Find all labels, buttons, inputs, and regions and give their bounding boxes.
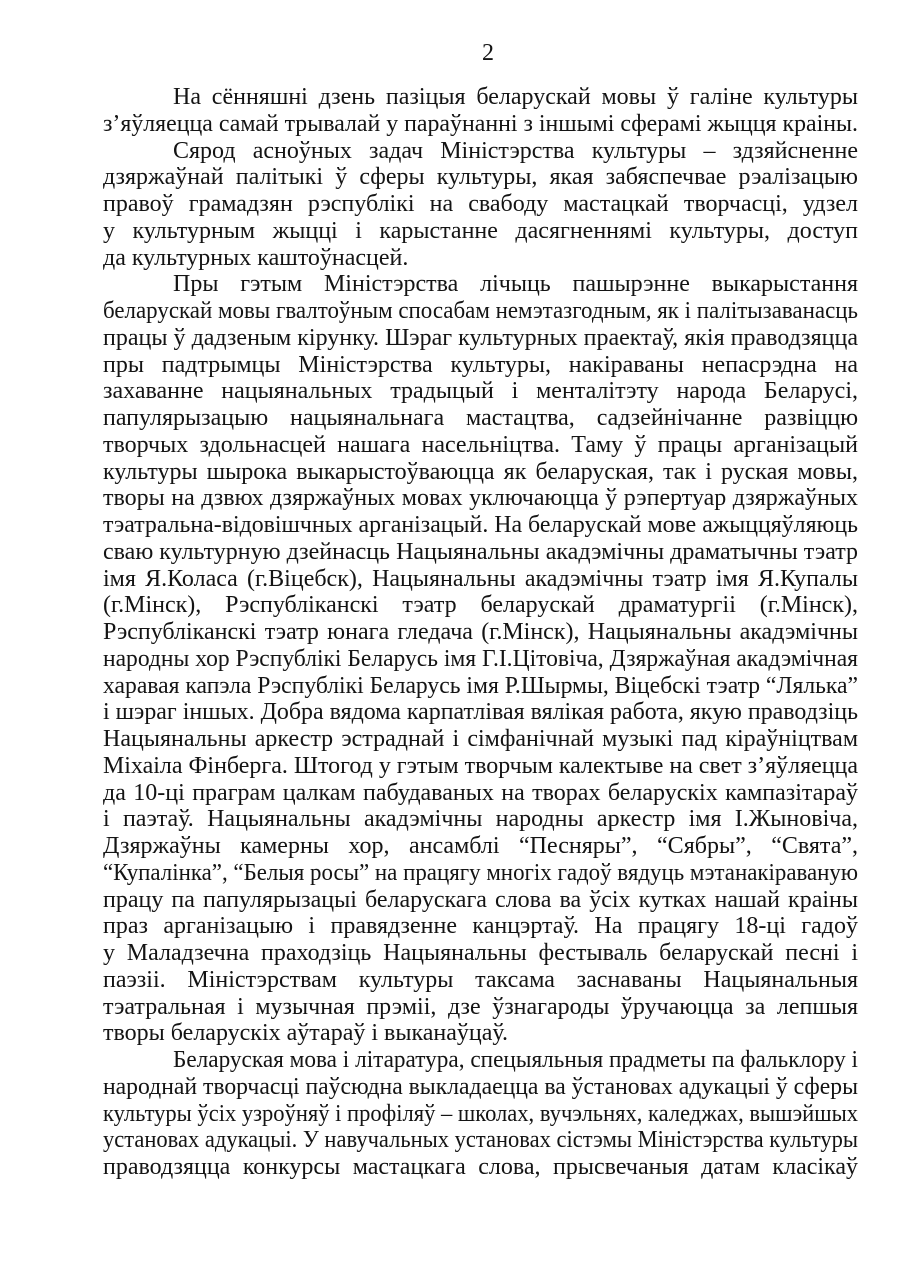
text-line: творы на дзвюх дзяржаўных мовах уключаюцца ў рэпертуар дзяржаўных [103,485,858,512]
text-line: народны хор Рэспублікі Беларусь імя Г.І.Цітовіча, Дзяржаўная акадэмічная [103,645,858,672]
text-line: (г.Мінск), Рэспубліканскі тэатр беларускай драматургіі (г.Мінск), [103,592,858,619]
text-line: беларускай мовы гвалтоўным спосабам немэтазгодным, як і палітызаванасць [103,298,858,324]
text-line: Беларуская мова і літаратура, спецыяльныя прадметы па фальклору і [173,1047,858,1073]
text-line: культуры ўсіх узроўняў і профіляў – школах, вучэльнях, каледжах, вышэйшых [103,1100,858,1127]
text-line: працы ў дадзеным кірунку. Шэраг культурных праектаў, якія праводзяцца [103,324,858,351]
text-line: праводзяцца конкурсы мастацкага слова, прысвечаныя датам класікаў [103,1154,858,1180]
paragraph [103,1047,858,1181]
page-number: 2 [482,40,494,66]
text-line: Рэспубліканскі тэатр юнага гледача (г.Мінск), Нацыянальны акадэмічны [103,619,858,645]
text-line: “Купалінка”, “Белыя росы” на працягу многіх гадоў вядуць мэтанакіраваную [103,859,858,886]
paragraph [103,138,858,272]
text-line: Нацыянальны аркестр эстраднай і сімфанічнай музыкі пад кіраўніцтвам [103,726,858,752]
text-line: На сённяшні дзень пазіцыя беларускай мовы ў галіне культуры [173,84,858,110]
text-line: культуры шырока выкарыстоўваюцца як беларуская, так і руская мовы, [103,458,858,485]
text-line: з’яўляецца самай трывалай у параўнанні з іншымі сферамі жыцця краіны. [103,110,858,137]
text-line: творы беларускіх аўтараў і выканаўцаў. [103,1020,509,1047]
text-line: пры падтрымцы Міністэрства культуры, накіраваны непасрэдна на [103,351,858,378]
text-line: і паэтаў. Нацыянальны акадэмічны народны аркестр імя І.Жыновіча, [103,806,858,833]
text-line: тэатральная і музычная прэміі, дзе ўзнагароды ўручаюцца за лепшыя [103,993,858,1020]
text-line: тэатральна-відовішчных арганізацый. На беларускай мове ажыццяўляюць [103,512,858,538]
text-line: папулярызацыю нацыянальнага мастацтва, садзейнічанне развіццю [103,405,858,431]
document-body [103,84,858,1181]
paragraph [103,271,858,1047]
text-line: установах адукацыі. У навучальных установах сістэмы Міністэрства культуры [103,1127,858,1154]
text-line: да культурных каштоўнасцей. [103,244,409,271]
text-line: Пры гэтым Міністэрства лічыць пашырэнне выкарыстання [173,271,858,298]
text-line: у Маладзечна праходзіць Нацыянальны фестываль беларускай песні і [103,940,858,966]
text-line: правоў грамадзян рэспублікі на свабоду мастацкай творчасці, удзел [103,191,858,217]
text-line: народнай творчасці паўсюдна выкладаецца ва ўстановах адукацыі ў сферы [103,1073,858,1100]
text-line: Сярод асноўных задач Міністэрства культуры – здзяйсненне [173,137,858,164]
text-line: праз арганізацыю і правядзенне канцэртаў. На працягу 18-ці гадоў [103,913,858,940]
text-line: Дзяржаўны камерны хор, ансамблі “Песняры”, “Сябры”, “Свята”, [103,833,858,859]
text-line: працу па папулярызацыі беларускага слова ва ўсіх кутках нашай краіны [103,886,858,913]
text-line: імя Я.Коласа (г.Віцебск), Нацыянальны акадэмічны тэатр імя Я.Купалы [103,565,858,592]
paragraph [103,84,858,138]
text-line: дзяржаўнай палітыкі ў сферы культуры, якая забяспечвае рэалізацыю [103,164,858,191]
text-line: у культурным жыцці і карыстанне дасягненнямі культуры, доступ [103,217,858,244]
text-line: творчых здольнасцей нашага насельніцтва. Таму ў працы арганізацый [103,431,858,458]
text-line: і шэраг іншых. Добра вядома карпатлівая вялікая работа, якую праводзіць [103,699,858,726]
text-line: сваю культурную дзейнасць Нацыянальны акадэмічны драматычны тэатр [103,538,858,565]
text-line: харавая капэла Рэспублікі Беларусь імя Р.Шырмы, Віцебскі тэатр “Лялька” [103,672,858,699]
text-line: паэзіі. Міністэрствам культуры таксама заснаваны Нацыянальныя [103,966,858,993]
text-line: захаванне нацыянальных традыцый і менталітэту народа Беларусі, [103,378,858,405]
text-line: да 10-ці праграм цалкам пабудаваных на творах беларускіх кампазітараў [103,779,858,806]
text-line: Міхаіла Фінберга. Штогод у гэтым творчым калектыве на свет з’яўляецца [103,752,858,779]
